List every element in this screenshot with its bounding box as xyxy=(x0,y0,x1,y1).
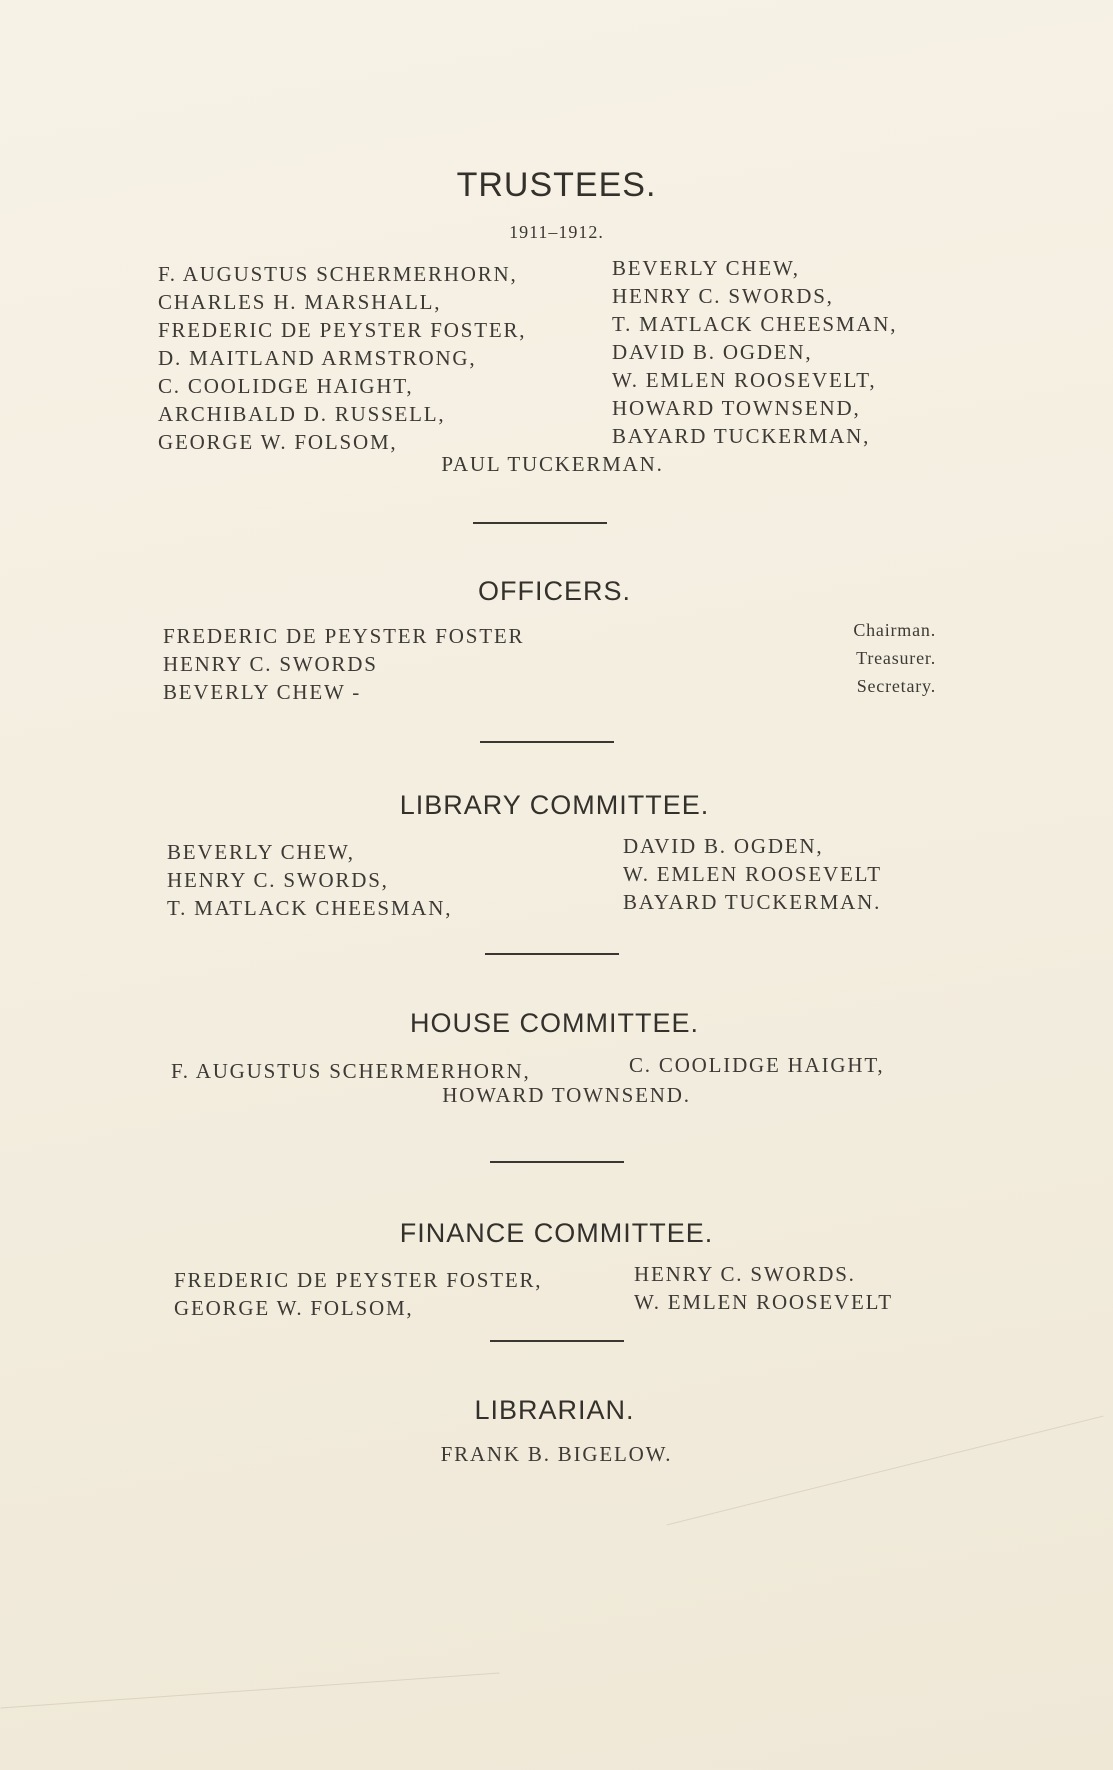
trustee-name: BAYARD TUCKERMAN, xyxy=(612,424,871,448)
committee-member: HOWARD TOWNSEND. xyxy=(442,1083,691,1107)
library-committee-left xyxy=(167,838,452,922)
officers-names xyxy=(163,622,524,706)
committee-member: F. AUGUSTUS SCHERMERHORN, xyxy=(171,1059,531,1083)
finance-committee-title: FINANCE COMMITTEE. xyxy=(399,1218,714,1248)
committee-member: C. COOLIDGE HAIGHT, xyxy=(629,1053,885,1077)
trustee-name: GEORGE W. FOLSOM, xyxy=(158,430,398,454)
committee-member: T. MATLACK CHEESMAN, xyxy=(167,896,453,920)
trustee-name: D. MAITLAND ARMSTRONG, xyxy=(158,346,477,370)
house-committee-right xyxy=(629,1051,884,1079)
section-divider xyxy=(490,1161,624,1163)
paper-crease xyxy=(1,1673,500,1709)
officers-roles xyxy=(853,616,936,700)
officer-name: HENRY C. SWORDS xyxy=(163,652,378,676)
library-committee-title: LIBRARY COMMITTEE. xyxy=(399,790,710,820)
librarian-name: FRANK B. BIGELOW. xyxy=(440,1442,673,1466)
section-divider xyxy=(473,522,607,524)
section-divider xyxy=(485,953,619,955)
committee-member: W. EMLEN ROOSEVELT xyxy=(634,1290,893,1314)
trustee-name: CHARLES H. MARSHALL, xyxy=(158,290,442,314)
officer-role: Treasurer. xyxy=(856,648,936,668)
committee-member: BEVERLY CHEW, xyxy=(167,840,355,864)
finance-committee-right xyxy=(634,1260,893,1316)
trustee-name: DAVID B. OGDEN, xyxy=(612,340,813,364)
house-committee-left xyxy=(171,1057,531,1085)
trustee-name: C. COOLIDGE HAIGHT, xyxy=(158,374,414,398)
trustee-last-name: PAUL TUCKERMAN. xyxy=(441,452,664,476)
trustees-right-column xyxy=(612,254,897,450)
officer-name: BEVERLY CHEW - xyxy=(163,680,362,704)
librarian-title: LIBRARIAN. xyxy=(474,1395,635,1425)
officer-name: FREDERIC DE PEYSTER FOSTER xyxy=(163,624,525,648)
trustee-name: F. AUGUSTUS SCHERMERHORN, xyxy=(158,262,518,286)
officers-title: OFFICERS. xyxy=(477,576,631,606)
trustee-name: BEVERLY CHEW, xyxy=(612,256,800,280)
committee-member: GEORGE W. FOLSOM, xyxy=(174,1296,414,1320)
section-divider xyxy=(490,1340,624,1342)
committee-member: BAYARD TUCKERMAN. xyxy=(623,890,882,914)
committee-member: DAVID B. OGDEN, xyxy=(623,834,824,858)
library-committee-right xyxy=(623,832,882,916)
trustee-name: ARCHIBALD D. RUSSELL, xyxy=(158,402,446,426)
officer-role: Secretary. xyxy=(856,676,936,696)
committee-member: HENRY C. SWORDS. xyxy=(634,1262,856,1286)
finance-committee-left xyxy=(174,1266,542,1322)
section-divider xyxy=(480,741,614,743)
trustees-left-column xyxy=(158,260,526,456)
trustees-years: 1911–1912. xyxy=(509,222,604,242)
trustee-name: FREDERIC DE PEYSTER FOSTER, xyxy=(158,318,527,342)
committee-member: FREDERIC DE PEYSTER FOSTER, xyxy=(174,1268,543,1292)
committee-member: HENRY C. SWORDS, xyxy=(167,868,389,892)
trustee-name: HENRY C. SWORDS, xyxy=(612,284,834,308)
trustee-name: T. MATLACK CHEESMAN, xyxy=(612,312,898,336)
officer-role: Chairman. xyxy=(853,620,936,640)
trustees-title: TRUSTEES. xyxy=(456,166,657,204)
paper-crease xyxy=(667,1416,1104,1526)
trustee-name: HOWARD TOWNSEND, xyxy=(612,396,861,420)
house-committee-title: HOUSE COMMITTEE. xyxy=(409,1008,699,1038)
committee-member: W. EMLEN ROOSEVELT xyxy=(623,862,882,886)
trustee-name: W. EMLEN ROOSEVELT, xyxy=(612,368,877,392)
